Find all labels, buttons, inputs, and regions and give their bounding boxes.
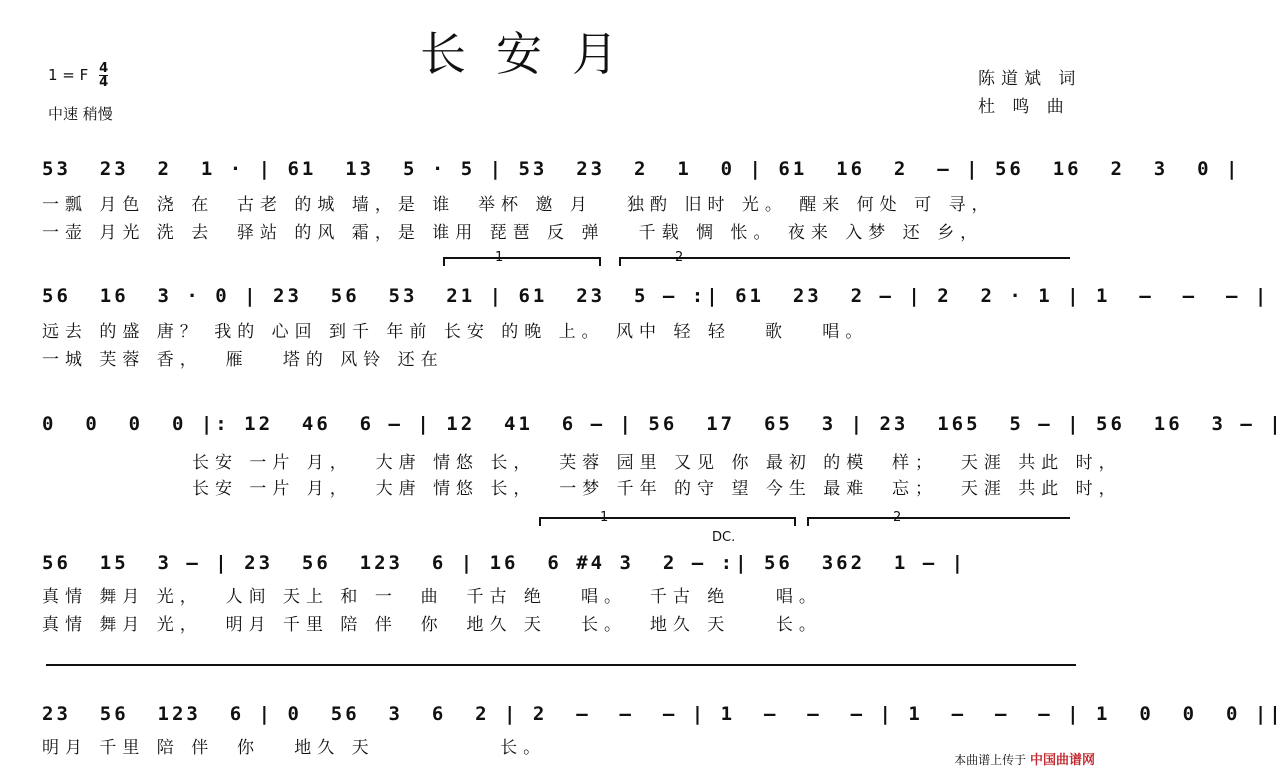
score-row-3 bbox=[42, 413, 1284, 503]
score-row-4 bbox=[42, 552, 1082, 642]
notation-line: 53 23 2 1 · | 61 13 5 · 5 | 53 23 2 1 0 | 61 16 2 – | 56 16 2 3 0 | bbox=[42, 158, 1241, 180]
lyric-line-1: 真情 舞月 光， 人间 天上 和 一 曲 千古 绝 唱。 千古 绝 唱。 bbox=[42, 587, 822, 607]
volta-brackets-row-2 bbox=[0, 250, 1115, 280]
tempo-marking: 中速 稍慢 bbox=[48, 105, 113, 123]
lyric-line-2: 长安 一片 月， 大唐 情悠 长， 一梦 千年 的守 望 今生 最难 忘； 天涯 共此 时， bbox=[192, 479, 1122, 499]
score-row-2 bbox=[42, 285, 1270, 375]
volta-label-2: 2 bbox=[893, 510, 902, 525]
score-row-5 bbox=[42, 703, 1284, 763]
footer-text: 本曲谱上传于 bbox=[954, 753, 1027, 767]
key-label: 1 = F bbox=[48, 66, 89, 84]
lyricist-credit: 陈道斌 词 bbox=[978, 69, 1082, 89]
time-sig-top: 4 bbox=[99, 61, 109, 76]
notation-line: 56 15 3 – | 23 56 123 6 | 16 6 #4 3 2 – :| 56 362 1 – | bbox=[42, 552, 967, 574]
lyric-line-2: 一壶 月光 洗 去 驿站 的风 霜，是 谁用 琵琶 反 弹 千载 惆 怅。 夜来 入梦 还 乡， bbox=[42, 223, 984, 243]
notation-line: 0 0 0 0 |: 12 46 6 – | 12 41 6 – | 56 17 65 3 | 23 165 5 – | 56 16 3 – | bbox=[42, 413, 1284, 435]
time-signature bbox=[99, 62, 108, 89]
section-divider bbox=[0, 660, 1115, 670]
lyric-line-1: 明月 千里 陪 伴 你 地久 天 长。 bbox=[42, 738, 547, 758]
lyric-line-2: 一城 芙蓉 香， 雁 塔的 风铃 还在 bbox=[42, 350, 444, 370]
volta-brackets-row-4 bbox=[0, 510, 1115, 540]
lyric-line-2: 真情 舞月 光， 明月 千里 陪 伴 你 地久 天 长。 地久 天 长。 bbox=[42, 615, 822, 635]
key-signature bbox=[48, 62, 108, 89]
notation-line: 23 56 123 6 | 0 56 3 6 2 | 2 – – – | 1 – – – | 1 – – – | 1 0 0 0 || bbox=[42, 703, 1284, 725]
lyric-line-1: 长安 一片 月， 大唐 情悠 长， 芙蓉 园里 又见 你 最初 的模 样； 天涯 共此 时， bbox=[192, 453, 1122, 473]
lyric-line-1: 一瓢 月色 浇 在 古老 的城 墙，是 谁 举杯 邀 月 独酌 旧时 光。 醒来 何处 可 寻， bbox=[42, 195, 995, 215]
notation-line: 56 16 3 · 0 | 23 56 53 21 | 61 23 5 – :| 61 23 2 – | 2 2 · 1 | 1 – – – | bbox=[42, 285, 1270, 307]
volta-label-1: 1 bbox=[600, 510, 609, 525]
composer-credit: 杜 鸣 曲 bbox=[978, 97, 1070, 117]
volta-label-2: 2 bbox=[675, 250, 684, 265]
footer-credit bbox=[954, 749, 1095, 768]
site-logo[interactable]: 中国曲谱网 bbox=[1029, 753, 1095, 768]
dc-marking: DC. bbox=[712, 530, 736, 545]
score-title: 长安月 bbox=[420, 27, 648, 81]
lyric-line-1: 远去 的盛 唐？ 我的 心回 到千 年前 长安 的晚 上。 风中 轻 轻 歌 唱。 bbox=[42, 322, 869, 342]
time-sig-bottom: 4 bbox=[99, 75, 109, 90]
score-row-1 bbox=[42, 158, 1241, 248]
volta-label-1: 1 bbox=[495, 250, 504, 265]
